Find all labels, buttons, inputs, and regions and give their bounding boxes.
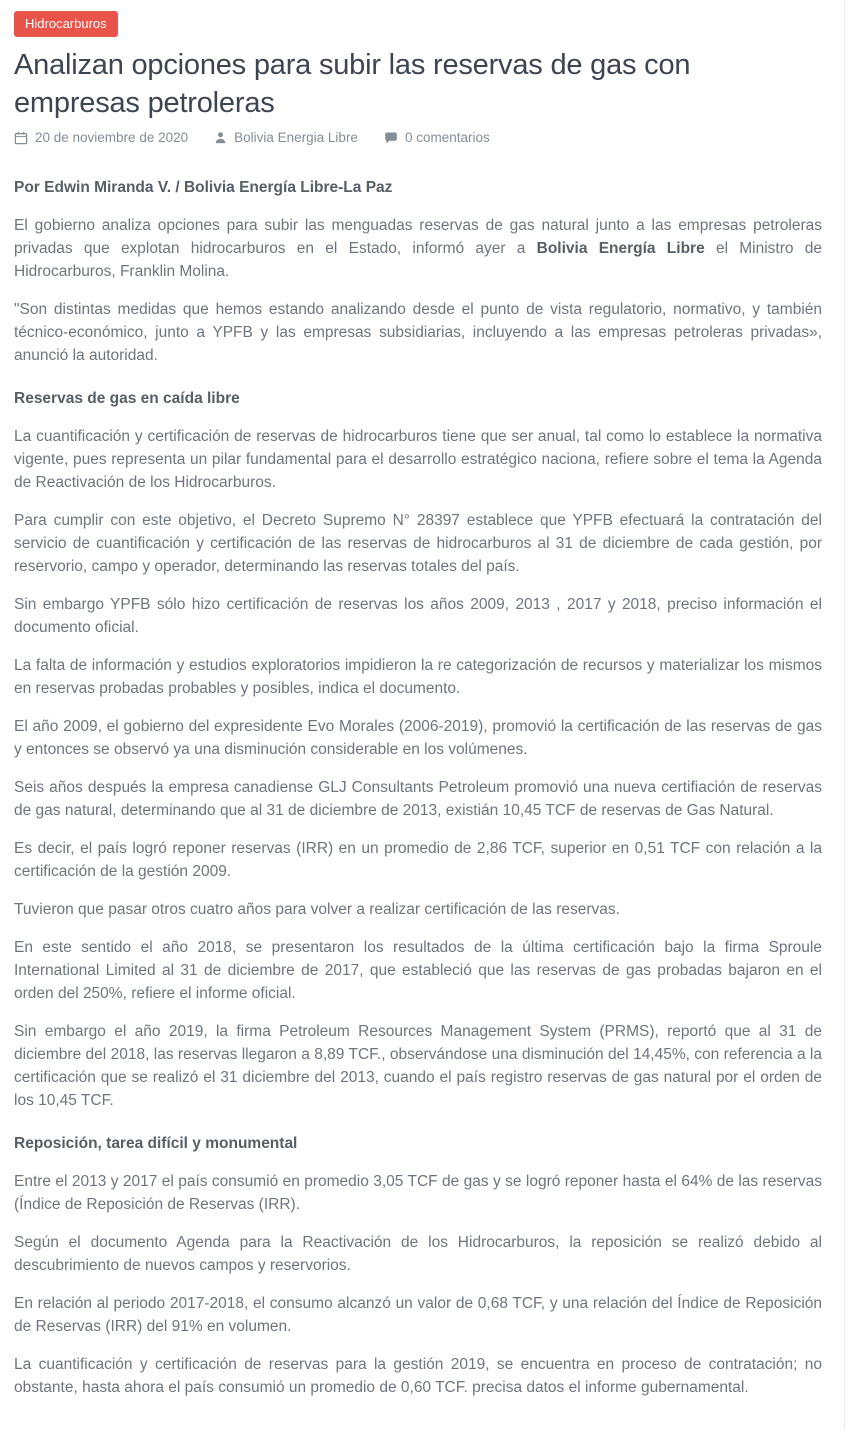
calendar-icon [14,131,28,145]
comment-icon [384,131,398,145]
article-paragraph: Sin embargo YPFB sólo hizo certificación de reservas los años 2009, 2013 , 2017 y 2018, preciso información el documento oficial. [14,596,822,636]
article-body [14,176,822,1399]
section-heading: Reservas de gas en caída libre [14,390,240,407]
page-title: Analizan opciones para subir las reservas de gas con empresas petroleras [14,49,691,119]
article-paragraph: La falta de información y estudios exploratorios impidieron la re categorización de recursos y materializar los mismos en reservas probadas probables y posibles, indica el documento. [14,657,822,697]
post-author-label: Bolivia Energia Libre [234,130,358,145]
post-comments-label: 0 comentarios [404,130,490,145]
post-meta [14,130,822,145]
article-paragraph: Para cumplir con este objetivo, el Decreto Supremo N° 28397 establece que YPFB efectuará la contratación del servicio de cuantificación y certificación de las reservas de hidrocarburos al 31 de diciembre de cada gestión, por reservorio, campo y operador, determinando las reservas totales del país. [14,512,822,575]
article-paragraph: En este sentido el año 2018, se presentaron los resultados de la última certificación bajo la firma Sproule International Limited al 31 de diciembre de 2017, que estableció que las reservas de gas probadas bajaron en el orden del 250%, refiere el informe oficial. [14,939,822,1002]
article-paragraph: Seis años después la empresa canadiense GLJ Consultants Petroleum promovió una nueva certifiación de reservas de gas natural, determinando que al 31 de diciembre de 2013, existián 10,45 TCF de reservas de Gas Natural. [14,779,822,819]
article-paragraph: Es decir, el país logró reponer reservas (IRR) en un promedio de 2,86 TCF, superior en 0,51 TCF con relación a la certificación de la gestión 2009. [14,840,822,880]
post-author[interactable] [214,130,358,145]
section-heading: Reposición, tarea difícil y monumental [14,1135,298,1152]
article-byline: Por Edwin Miranda V. / Bolivia Energía Libre-La Paz [14,179,393,196]
post-date-label: 20 de noviembre de 2020 [35,130,189,145]
post-date[interactable] [14,130,188,145]
article-paragraph: El año 2009, el gobierno del expresidente Evo Morales (2006-2019), promovió la certificación de las reservas de gas y entonces se observó ya una disminución considerable en los volúmenes. [14,718,822,758]
article-paragraph: En relación al periodo 2017-2018, el consumo alcanzó un valor de 0,68 TCF, y una relación del Índice de Reposición de Reservas (IRR) del 91% en volumen. [14,1295,822,1335]
article-paragraph: Sin embargo el año 2019, la firma Petroleum Resources Management System (PRMS), reportó que al 31 de diciembre del 2018, las reservas llegaron a 8,89 TCF., observándose una disminución del 14,45%, con referencia a la certificación que se realizó el 31 diciembre del 2013, cuando el país registro reservas de gas natural por el orden de los 10,45 TCF. [14,1023,822,1109]
post-comments[interactable] [384,130,490,145]
article-paragraph: La cuantificación y certificación de reservas para la gestión 2019, se encuentra en proceso de contratación; no obstante, hasta ahora el país consumió un promedio de 0,60 TCF. precisa datos el informe gubernamental. [14,1356,822,1396]
content-right-border [844,0,845,1430]
category-badge[interactable]: Hidrocarburos [14,11,118,37]
user-icon [214,131,227,144]
article-paragraph: La cuantificación y certificación de reservas de hidrocarburos tiene que ser anual, tal como lo establece la normativa vigente, pues representa un pilar fundamental para el desarrollo estratégico naciona, refiere sobre el tema la Agenda de Reactivación de los Hidrocarburos. [14,428,822,491]
article-paragraph: Según el documento Agenda para la Reactivación de los Hidrocarburos, la reposición se realizó debido al descubrimiento de nuevos campos y reservorios. [14,1234,822,1274]
article-paragraph: El gobierno analiza opciones para subir las menguadas reservas de gas natural junto a las empresas petroleras privadas que explotan hidrocarburos en el Estado, informó ayer a Bolivia Energía Libre el Ministro de Hidrocarburos, Franklin Molina. [14,217,823,280]
article-paragraph: Entre el 2013 y 2017 el país consumió en promedio 3,05 TCF de gas y se logró reponer hasta el 64% de las reservas (Índice de Reposición de Reservas (IRR). [14,1173,822,1213]
article-paragraph: Tuvieron que pasar otros cuatro años para volver a realizar certificación de las reservas. [14,901,620,918]
article-paragraph: "Son distintas medidas que hemos estando analizando desde el punto de vista regulatorio, normativo, y también técnico-económico, junto a YPFB y las empresas subsidiarias, incluyendo a las empresas petroleras privadas», anunció la autoridad. [14,301,822,364]
